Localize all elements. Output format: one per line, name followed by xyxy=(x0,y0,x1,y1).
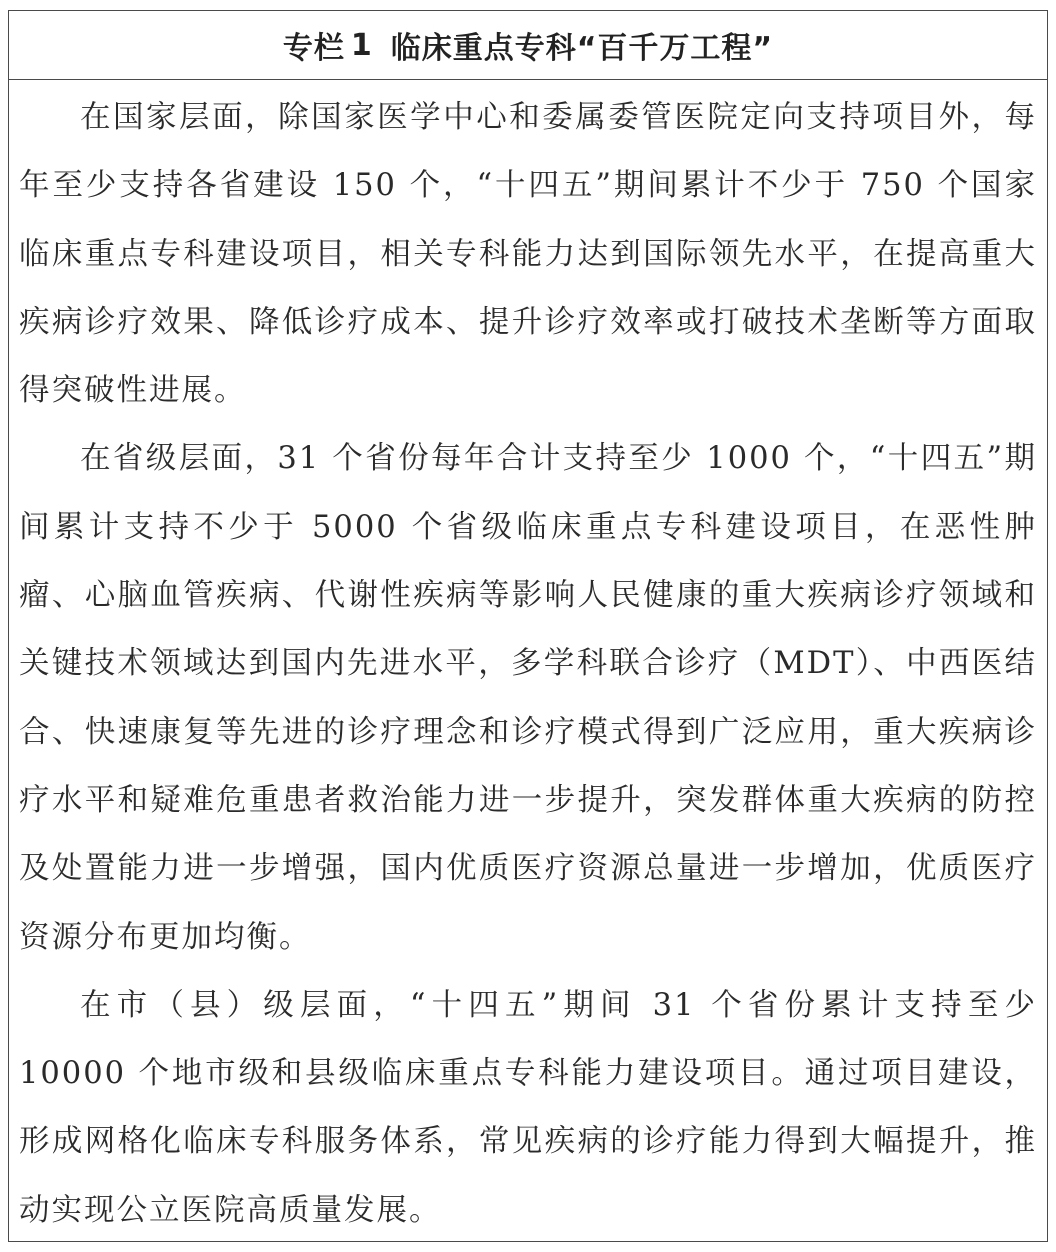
paragraph-provincial: 在省级层面，31 个省份每年合计支持至少 1000 个，“十四五”期间累计支持不少于 5000 个省级临床重点专科建设项目，在恶性肿瘤、心脑血管疾病、代谢性疾病等影响人民健康的重大疾病诊疗领域和关键技术领域达到国内先进水平，多学科联合诊疗（MDT）、中西医结合、快速康复等先进的诊疗理念和诊疗模式得到广泛应用，重大疾病诊疗水平和疑难危重患者救治能力进一步提升，突发群体重大疾病的防控及处置能力进一步增强，国内优质医疗资源总量进一步增加，优质医疗资源分布更加均衡。 xyxy=(19,441,1037,955)
column-title xyxy=(9,11,1047,80)
column-content xyxy=(9,80,1047,1245)
paragraph-city-county: 在市（县）级层面，“十四五”期间 31 个省份累计支持至少 10000 个地市级和县级临床重点专科能力建设项目。通过项目建设，形成网格化临床专科服务体系，常见疾病的诊疗能力得到大幅提升，推动实现公立医院高质量发展。 xyxy=(19,987,1037,1228)
column-title-number: 1 xyxy=(350,27,373,63)
column-title-prefix: 专栏 xyxy=(282,31,345,66)
column-box xyxy=(8,10,1048,1242)
column-title-text: 临床重点专科“百千万工程” xyxy=(390,31,774,66)
paragraph-national: 在国家层面，除国家医学中心和委属委管医院定向支持项目外，每年至少支持各省建设 150 个，“十四五”期间累计不少于 750 个国家临床重点专科建设项目，相关专科能力达到国际领先水平，在提高重大疾病诊疗效果、降低诊疗成本、提升诊疗效率或打破技术垄断等方面取得突破性进展。 xyxy=(19,100,1037,409)
